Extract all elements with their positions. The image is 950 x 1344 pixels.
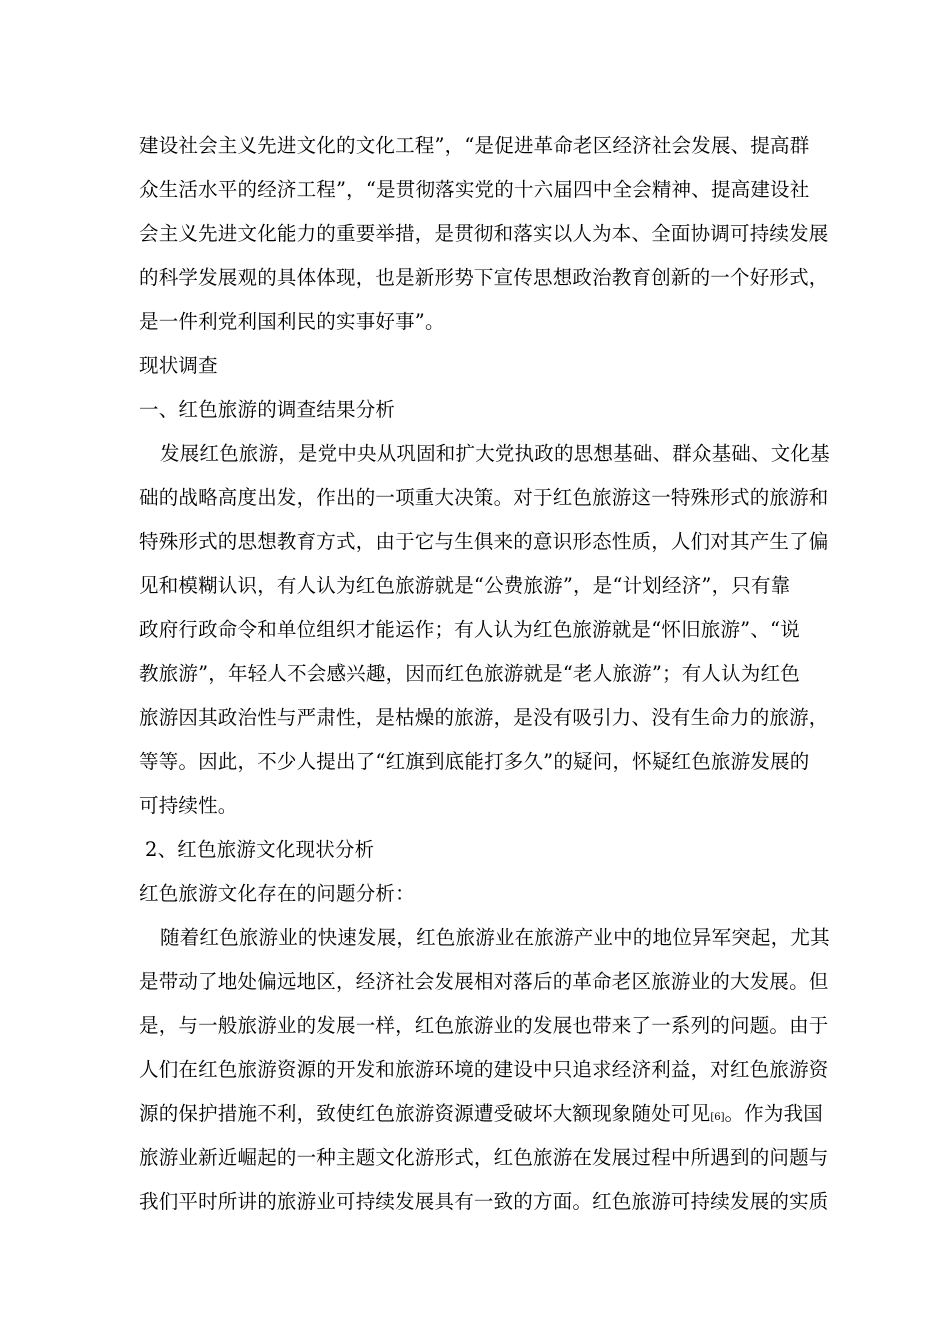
heading-section-2: 2、红色旅游文化现状分析 <box>145 838 375 861</box>
text-line: 建设社会主义先进文化的文化工程”，“是促进革命老区经济社会发展、提高群 <box>139 134 810 157</box>
text-line: 会主义先进文化能力的重要举措，是贯彻和落实以人为本、全面协调可持续发展 <box>139 222 829 245</box>
text-line: 可持续性。 <box>139 794 238 817</box>
text-line: 众生活水平的经济工程”，“是贯彻落实党的十六届四中全会精神、提高建设社 <box>139 178 810 201</box>
text-segment: 源的保护措施不利，致使红色旅游资源遭受破坏大额现象随处可见 <box>139 1102 711 1125</box>
text-line: 特殊形式的思想教育方式，由于它与生俱来的意识形态性质，人们对其产生了偏 <box>139 530 829 553</box>
text-line: 础的战略高度出发，作出的一项重大决策。对于红色旅游这一特殊形式的旅游和 <box>139 486 829 509</box>
text-line: 发展红色旅游，是党中央从巩固和扩大党执政的思想基础、群众基础、文化基 <box>160 442 830 465</box>
text-line-with-citation <box>139 1092 823 1136</box>
text-line: 是，与一般旅游业的发展一样，红色旅游业的发展也带来了一系列的问题。由于 <box>139 1014 829 1037</box>
text-line: 人们在红色旅游资源的开发和旅游环境的建设中只追求经济利益，对红色旅游资 <box>139 1058 829 1081</box>
document-page <box>139 124 830 1224</box>
heading-status-survey: 现状调查 <box>139 354 218 377</box>
heading-problems-analysis: 红色旅游文化存在的问题分析： <box>139 882 415 905</box>
heading-section-1: 一、红色旅游的调查结果分析 <box>139 398 396 421</box>
text-line: 旅游业新近崛起的一种主题文化游形式，红色旅游在发展过程中所遇到的问题与 <box>139 1146 829 1169</box>
text-line: 政府行政命令和单位组织才能运作；有人认为红色旅游就是“怀旧旅游”、“说 <box>139 618 800 641</box>
text-line: 教旅游”，年轻人不会感兴趣，因而红色旅游就是“老人旅游”；有人认为红色 <box>139 662 800 685</box>
paragraph-intro-continued <box>139 124 829 344</box>
citation-reference: [6] <box>710 1112 725 1123</box>
text-line: 我们平时所讲的旅游业可持续发展具有一致的方面。红色旅游可持续发展的实质 <box>139 1190 829 1213</box>
text-line: 旅游因其政治性与严肃性，是枯燥的旅游，是没有吸引力、没有生命力的旅游， <box>139 706 829 729</box>
paragraph-problems <box>139 916 830 1224</box>
text-line: 见和模糊认识，有人认为红色旅游就是“公费旅游”，是“计划经济”，只有靠 <box>139 574 791 597</box>
text-segment: 。作为我国 <box>724 1102 823 1125</box>
text-line: 等等。因此，不少人提出了“红旗到底能打多久”的疑问，怀疑红色旅游发展的 <box>139 750 810 773</box>
text-line: 随着红色旅游业的快速发展，红色旅游业在旅游产业中的地位异军突起，尤其 <box>160 926 830 949</box>
text-line: 是带动了地处偏远地区，经济社会发展相对落后的革命老区旅游业的大发展。但 <box>139 970 829 993</box>
text-line: 是一件利党利国利民的实事好事”。 <box>139 310 445 333</box>
paragraph-red-tourism-analysis <box>139 432 830 828</box>
text-line: 的科学发展观的具体体现，也是新形势下宣传思想政治教育创新的一个好形式， <box>139 266 829 289</box>
